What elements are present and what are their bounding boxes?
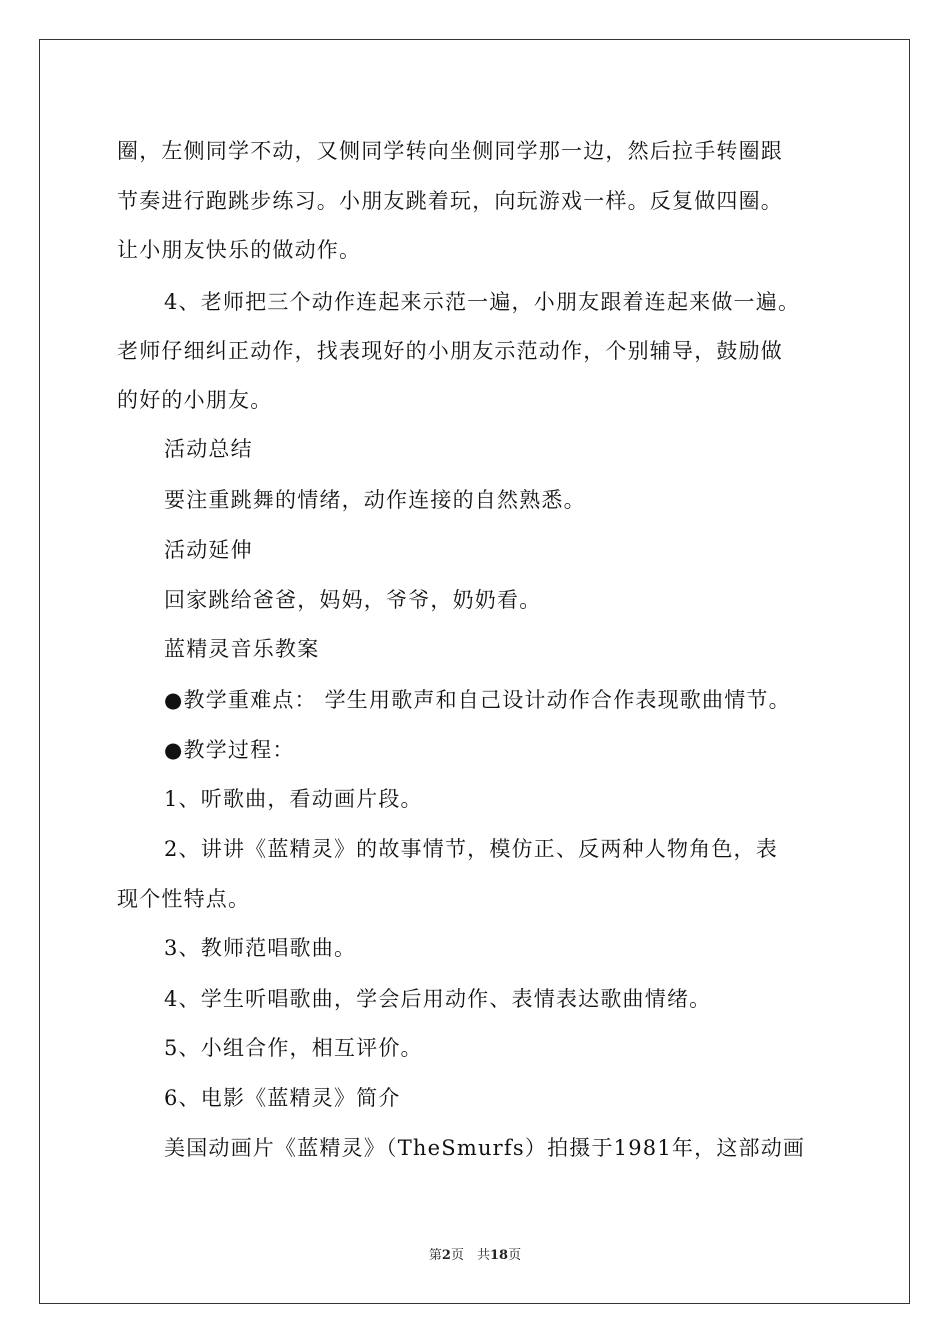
footer-page-mid: 页 共: [450, 1248, 490, 1263]
footer-page-prefix: 第: [428, 1248, 442, 1263]
body-line-15: 2、讲讲《蓝精灵》的故事情节，模仿正、反两种人物角色，表: [164, 837, 778, 861]
body-line-21: 美国动画片《蓝精灵》（TheSmurfs）拍摄于1981年，这部动画: [164, 1136, 806, 1160]
body-line-1: 圈，左侧同学不动，又侧同学转向坐侧同学那一边，然后拉手转圈跟: [117, 139, 783, 163]
page-footer: [0, 1247, 950, 1265]
footer-page-suffix: 页: [508, 1248, 522, 1263]
body-line-14: 1、听歌曲，看动画片段。: [164, 787, 423, 811]
body-line-19: 5、小组合作，相互评价。: [164, 1036, 423, 1060]
body-line-13: ●教学过程：: [164, 738, 295, 762]
footer-page-current: 2: [441, 1248, 451, 1263]
body-line-20: 6、电影《蓝精灵》简介: [164, 1086, 401, 1110]
lesson-title: 蓝精灵音乐教案: [164, 637, 320, 661]
section-heading-summary: 活动总结: [164, 437, 253, 461]
body-line-6: 的好的小朋友。: [117, 388, 273, 412]
body-line-12: ●教学重难点： 学生用歌声和自己设计动作合作表现歌曲情节。: [164, 688, 791, 712]
body-line-18: 4、学生听唱歌曲，学会后用动作、表情表达歌曲情绪。: [164, 987, 712, 1011]
page-border: [39, 39, 910, 1304]
body-line-2: 节奏进行跑跳步练习。小朋友跳着玩，向玩游戏一样。反复做四圈。: [117, 189, 783, 213]
body-line-3: 让小朋友快乐的做动作。: [117, 238, 362, 262]
section-heading-extension: 活动延伸: [164, 538, 253, 562]
body-line-16: 现个性特点。: [117, 887, 251, 911]
body-line-10: 回家跳给爸爸，妈妈，爷爷，奶奶看。: [164, 588, 542, 612]
footer-page-total: 18: [489, 1248, 509, 1263]
body-line-8: 要注重跳舞的情绪，动作连接的自然熟悉。: [164, 488, 586, 512]
body-line-5: 老师仔细纠正动作，找表现好的小朋友示范动作，个别辅导，鼓励做: [117, 339, 783, 363]
body-line-4: 4、老师把三个动作连起来示范一遍，小朋友跟着连起来做一遍。: [164, 290, 801, 314]
body-line-17: 3、教师范唱歌曲。: [164, 936, 357, 960]
